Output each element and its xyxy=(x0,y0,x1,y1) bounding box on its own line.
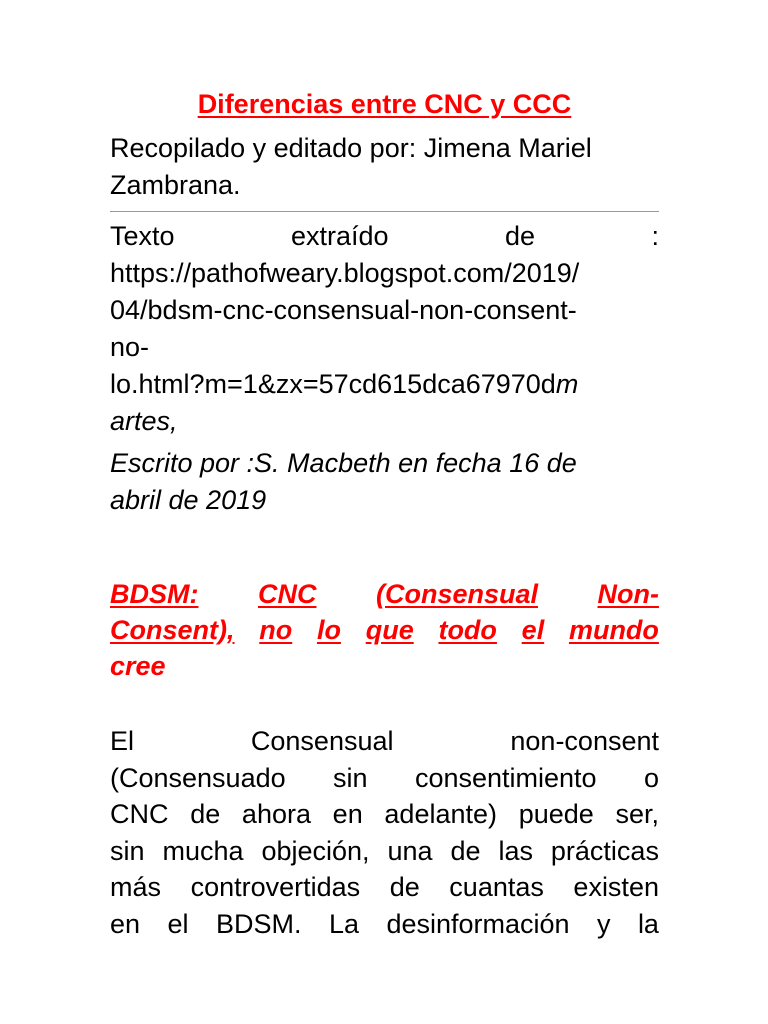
body-word: más xyxy=(110,872,162,902)
body-line xyxy=(110,906,659,943)
source-word: Texto xyxy=(110,221,175,251)
source-url-line xyxy=(110,366,659,403)
body-word: de xyxy=(389,872,420,902)
document-page xyxy=(110,82,659,942)
body-word: (Consensuado xyxy=(110,762,286,793)
body-word: prácticas xyxy=(550,835,659,866)
body-word: La xyxy=(328,908,359,939)
body-word: El xyxy=(110,726,135,756)
body-word: y xyxy=(596,908,611,939)
heading-word: Consent), xyxy=(110,615,235,645)
heading-word: CNC xyxy=(257,579,317,609)
heading-word: lo xyxy=(316,615,341,645)
body-word: non-consent xyxy=(510,726,659,756)
body-line xyxy=(110,723,659,760)
author-line: Escrito por :S. Macbeth en fecha 16 de xyxy=(110,448,577,478)
heading-line xyxy=(110,612,659,648)
byline-line: Zambrana. xyxy=(110,170,241,200)
body-line xyxy=(110,833,659,870)
source-date: artes, xyxy=(110,406,178,436)
body-word: objeción, xyxy=(261,835,370,866)
body-word: o xyxy=(643,762,659,793)
body-line xyxy=(110,760,659,797)
source-word: de xyxy=(504,221,536,251)
source-label xyxy=(110,218,659,255)
heading-word: todo xyxy=(438,615,497,645)
body-word: consentimiento xyxy=(414,762,597,793)
body-word: en xyxy=(332,799,363,829)
body-word: ser, xyxy=(615,799,659,829)
body-word: controvertidas xyxy=(190,872,361,902)
heading-word: que xyxy=(365,615,414,645)
body-word: existen xyxy=(573,872,659,902)
document-title: Diferencias entre CNC y CCC xyxy=(197,89,572,119)
body-word: sin xyxy=(110,835,145,866)
body-word: Consensual xyxy=(250,726,394,756)
body-paragraph xyxy=(110,723,659,942)
body-word: de xyxy=(450,835,481,866)
body-word: ahora xyxy=(241,799,311,829)
author-info xyxy=(110,445,659,519)
heading-word: Non- xyxy=(597,579,659,609)
body-word: la xyxy=(637,908,659,939)
body-word: las xyxy=(498,835,533,866)
body-word: una xyxy=(387,835,433,866)
body-word: puede xyxy=(518,799,594,829)
heading-word: (Consensual xyxy=(375,579,538,609)
body-line xyxy=(110,796,659,833)
body-word: CNC xyxy=(110,799,169,829)
source-word: extraído xyxy=(290,221,389,251)
heading-word: no xyxy=(259,615,293,645)
body-word: desinformación xyxy=(386,908,570,939)
source-url-line: https://pathofweary.blogspot.com/2019/ xyxy=(110,258,580,288)
heading-word: BDSM: xyxy=(110,579,199,609)
author-line: abril de 2019 xyxy=(110,485,267,515)
body-word: mucha xyxy=(162,835,244,866)
source-url-tail: m xyxy=(555,369,579,399)
source-url-text: lo.html?m=1&zx=57cd615dca67970d xyxy=(110,369,556,399)
byline xyxy=(110,130,659,211)
divider xyxy=(110,211,659,212)
body-word: el xyxy=(167,908,189,939)
heading-line xyxy=(110,576,659,612)
body-word: de xyxy=(190,799,221,829)
source-block xyxy=(110,218,659,440)
heading-word: el xyxy=(521,615,545,645)
heading-line: cree xyxy=(110,651,166,681)
body-word: adelante) xyxy=(384,799,497,829)
source-url-line: no- xyxy=(110,332,150,362)
body-line xyxy=(110,869,659,906)
body-word: sin xyxy=(333,762,368,793)
heading-word: mundo xyxy=(568,615,659,645)
body-word: BDSM. xyxy=(215,908,302,939)
body-word: en xyxy=(110,908,141,939)
source-url-line: 04/bdsm-cnc-consensual-non-consent- xyxy=(110,295,577,325)
byline-line: Recopilado y editado por: Jimena Mariel xyxy=(110,133,592,163)
section-heading xyxy=(110,576,659,684)
body-word: cuantas xyxy=(449,872,544,902)
source-word: : xyxy=(651,221,659,251)
